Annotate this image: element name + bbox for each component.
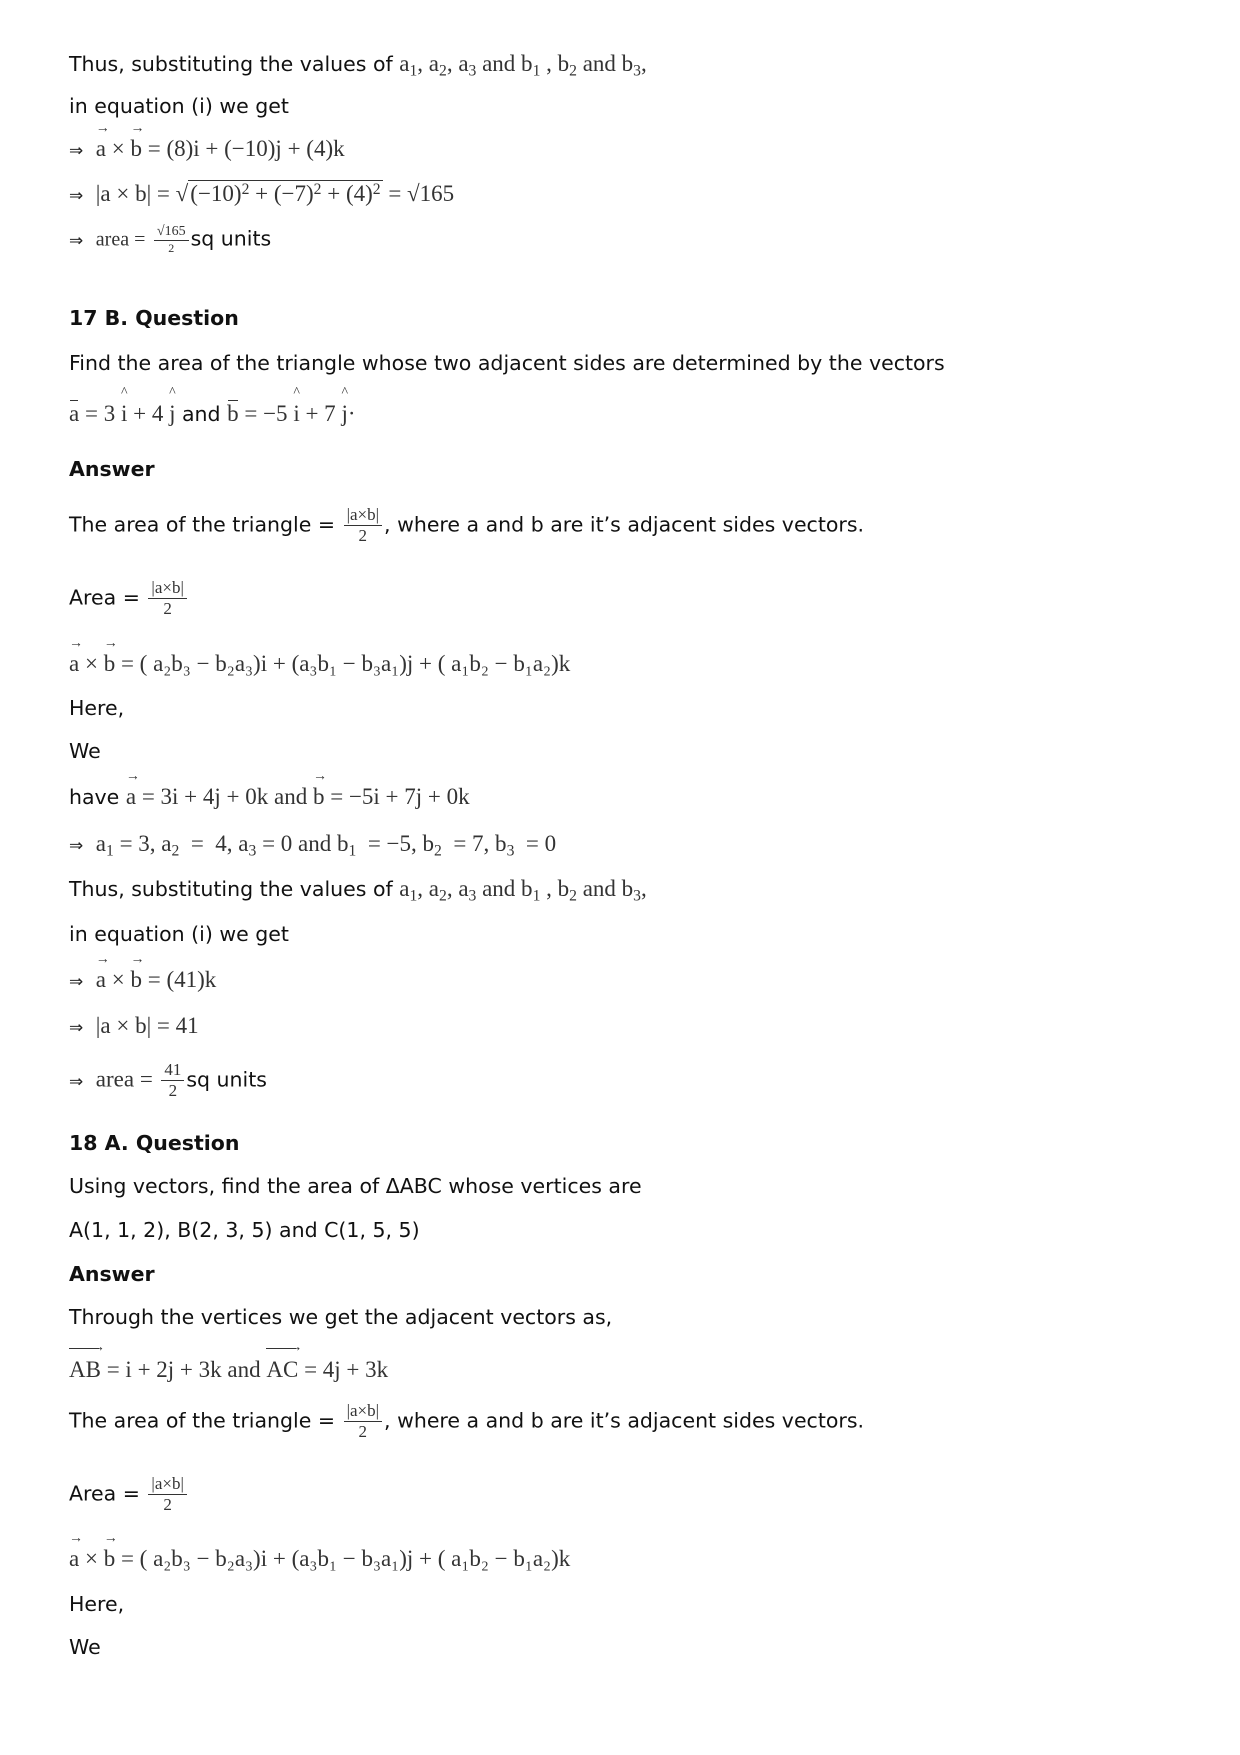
implies-arrow: ⇒ — [69, 1071, 84, 1092]
text-line — [69, 578, 189, 619]
math-expression: b = −5 ^ i + 7 ^ j· — [227, 401, 355, 426]
math-line — [69, 224, 271, 255]
text-line — [69, 1303, 612, 1331]
math-text: area = — [95, 1066, 153, 1092]
text-line — [69, 1401, 864, 1442]
fraction: $\frac{|a\times b|}{2}$ — [148, 1474, 186, 1515]
text-line — [69, 1172, 642, 1200]
fraction: $\frac{√165}{2}$ — [154, 224, 189, 255]
math-expression: $|a \times b| = √(-10)^2 + (-7)^2 + (4)^2 = √165$ — [95, 180, 455, 206]
text-line — [69, 920, 289, 948]
text: Area = — [69, 585, 140, 610]
text-line — [69, 875, 647, 903]
math-line — [69, 400, 356, 428]
math-values-list: $a_1$, $a_2$, $a_3$ and $b_1$ , $b_2$ and $b_3$, — [399, 876, 647, 905]
math-line — [69, 830, 556, 860]
implies-arrow: ⇒ — [69, 141, 84, 161]
question-heading: 17 B. Question — [69, 306, 239, 330]
text: The area of the triangle = — [69, 1408, 336, 1433]
text-line — [69, 1633, 101, 1661]
text: A(1, 1, 2), B(2, 3, 5) and C(1, 5, 5) — [69, 1218, 420, 1242]
text-line — [69, 1474, 189, 1515]
text: Using vectors, find the area of ΔABC whose vertices are — [69, 1174, 642, 1198]
text: have — [69, 785, 120, 809]
implies-arrow: ⇒ — [69, 972, 84, 992]
math-line — [69, 180, 454, 210]
text-line — [69, 50, 647, 78]
math-expression: → a × → b = (8)i + (−10)j + (4)k — [96, 136, 345, 161]
text: Find the area of the triangle whose two adjacent sides are determined by the vectors — [69, 351, 945, 375]
text: Area = — [69, 1481, 140, 1506]
math-expression: → a × → b = ( a₂b₃ − b₂a₃)i + (a₃b₁ − b₃a₁)j + ( a₁b₂ − b₁a₂)k — [69, 1546, 570, 1571]
text-line — [69, 1216, 420, 1244]
text: The area of the triangle = — [69, 512, 336, 537]
answer-heading: Answer — [69, 1262, 155, 1286]
text: and — [182, 402, 221, 426]
text: sq units — [186, 1067, 267, 1092]
text-line — [69, 694, 124, 722]
text-line — [69, 92, 289, 120]
text: in equation (i) we get — [69, 922, 289, 946]
text: Here, — [69, 1592, 125, 1616]
fraction: $\frac{|a\times b|}{2}$ — [148, 578, 186, 619]
math-expression: → a × → b = (41)k — [96, 967, 217, 992]
math-line — [69, 1060, 267, 1101]
math-expression: → AB = i + 2j + 3k and → AC = 4j + 3k — [69, 1357, 388, 1382]
text: Thus, substituting the values of — [69, 877, 393, 901]
math-line — [69, 783, 470, 811]
question-heading: 18 A. Question — [69, 1131, 240, 1155]
text: sq units — [190, 226, 272, 251]
fraction: $\frac{41}{2}$ — [161, 1060, 184, 1101]
text-line — [69, 349, 945, 377]
text: Thus, substituting the values of — [69, 52, 393, 76]
implies-arrow: ⇒ — [69, 1018, 84, 1038]
math-values-list: $a_1$, $a_2$, $a_3$ and $b_1$ , $b_2$ and $b_3$, — [399, 51, 647, 80]
math-expression: a = 3 ^ i + 4 ^ j — [69, 401, 175, 426]
answer-heading: Answer — [69, 457, 155, 481]
text: We — [69, 1635, 101, 1659]
implies-arrow: ⇒ — [69, 186, 84, 206]
text: Here, — [69, 696, 125, 720]
math-expression: → a × → b = ( a₂b₃ − b₂a₃)i + (a₃b₁ − b₃a₁)j + ( a₁b₂ − b₁a₂)k — [69, 651, 570, 676]
text-line — [69, 505, 864, 546]
math-line — [69, 135, 345, 165]
text: in equation (i) we get — [69, 94, 289, 118]
text: , where a and b are it’s adjacent sides vectors. — [384, 512, 865, 537]
math-line — [69, 1356, 388, 1384]
math-line — [69, 650, 570, 678]
math-line — [69, 966, 216, 996]
text: Through the vertices we get the adjacent vectors as, — [69, 1305, 613, 1329]
text: We — [69, 739, 101, 763]
text-line — [69, 1590, 124, 1618]
math-line — [69, 1012, 199, 1042]
math-expression: → a = 3i + 4j + 0k and → b = −5i + 7j + 0k — [126, 784, 470, 809]
implies-arrow: ⇒ — [69, 836, 84, 856]
text-line — [69, 737, 101, 765]
math-line — [69, 1545, 570, 1573]
fraction: $\frac{|a\times b|}{2}$ — [344, 505, 382, 546]
implies-arrow: ⇒ — [69, 230, 84, 251]
math-text: area = — [95, 228, 146, 251]
text: , where a and b are it’s adjacent sides vectors. — [384, 1408, 865, 1433]
math-expression: $a_1 = 3$, $a_2 = 4$, $a_3 = 0$ and $b_1 = -5$, $b_2 = 7$, $b_3 = 0$ — [95, 831, 557, 860]
fraction: $\frac{|a\times b|}{2}$ — [344, 1401, 382, 1442]
math-expression: |a × b| = 41 — [95, 1013, 199, 1038]
